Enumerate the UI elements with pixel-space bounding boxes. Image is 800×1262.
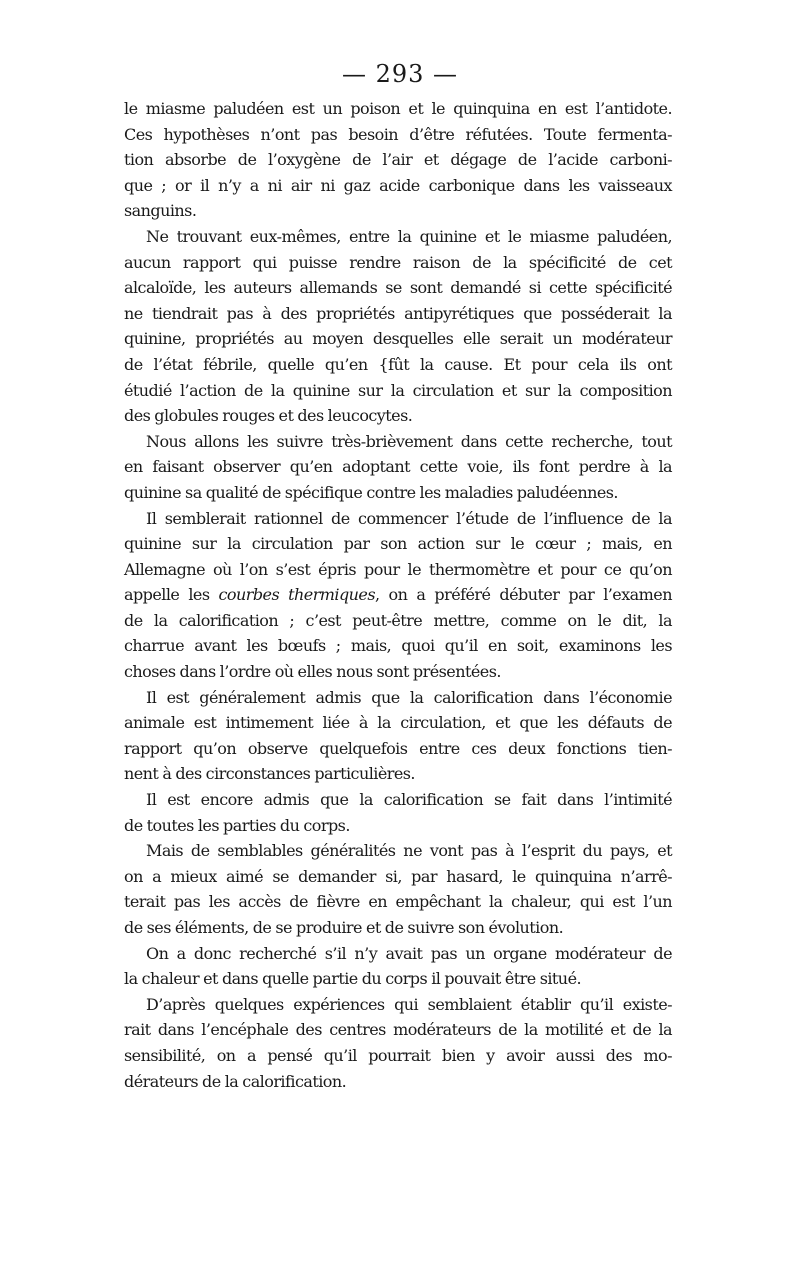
text-line: quinine, propriétés au moyen desquelles elle serait un modérateur	[124, 329, 672, 349]
text-line: Allemagne où l’on s’est épris pour le thermomètre et pour ce qu’on	[124, 559, 672, 579]
text-line: étudié l’action de la quinine sur la circulation et sur la composition	[124, 380, 672, 400]
text-line: rapport qu’on observe quelquefois entre ces deux fonctions tien-	[124, 738, 672, 758]
text-line: On a donc recherché s’il n’y avait pas un organe modérateur de	[146, 943, 672, 963]
text-line: sanguins.	[124, 201, 197, 221]
text-line: des globules rouges et des leucocytes.	[124, 406, 413, 426]
text-line: charrue avant les bœufs ; mais, quoi qu’il en soit, examinons les	[124, 636, 672, 656]
text-line	[124, 582, 672, 608]
text-line: Ne trouvant eux-mêmes, entre la quinine et le miasme paludéen,	[146, 226, 672, 246]
text-line: en faisant observer qu’en adoptant cette voie, ils font perdre à la	[124, 457, 672, 477]
text-line: nent à des circonstances particulières.	[124, 764, 415, 784]
text-line: quinine sur la circulation par son action sur le cœur ; mais, en	[124, 534, 672, 554]
text-line: aucun rapport qui puisse rendre raison de la spécificité de cet	[124, 252, 672, 272]
text-line: le miasme paludéen est un poison et le quinquina en est l’antidote.	[124, 99, 672, 118]
text-line: rait dans l’encéphale des centres modérateurs de la motilité et de la	[124, 1020, 672, 1040]
italic-term: courbes thermiques	[218, 585, 376, 605]
text-line: choses dans l’ordre où elles nous sont présentées.	[124, 662, 501, 682]
text-line: la chaleur et dans quelle partie du corps il pouvait être situé.	[124, 969, 582, 989]
text-line: de ses éléments, de se produire et de suivre son évolution.	[124, 918, 564, 937]
text-line: Mais de semblables généralités ne vont pas à l’esprit du pays, et	[146, 841, 672, 861]
text-line: alcaloïde, les auteurs allemands se sont demandé si cette spécificité	[124, 278, 672, 298]
text-line: D’après quelques expériences qui semblaient établir qu’il existe-	[146, 994, 672, 1014]
text-line: dérateurs de la calorification.	[124, 1071, 347, 1091]
text-line: de la calorification ; c’est peut-être mettre, comme on le dit, la	[124, 610, 672, 630]
body-text	[124, 96, 672, 1094]
text-line: terait pas les accès de fièvre en empêchant la chaleur, qui est l’un	[124, 892, 672, 912]
text-line: tion absorbe de l’oxygène de l’air et dégage de l’acide carboni-	[124, 150, 672, 170]
text-line: Il semblerait rationnel de commencer l’étude de l’influence de la	[146, 508, 672, 528]
page-number: — 293 —	[341, 60, 459, 88]
text-line: sensibilité, on a pensé qu’il pourrait bien y avoir aussi des mo-	[124, 1045, 672, 1065]
text-segment: , on a préféré débuter par l’examen	[375, 585, 672, 605]
text-line: animale est intimement liée à la circulation, et que les défauts de	[124, 713, 672, 733]
text-line: que ; or il n’y a ni air ni gaz acide carbonique dans les vaisseaux	[124, 175, 672, 195]
text-line: quinine sa qualité de spécifique contre les maladies paludéennes.	[124, 482, 618, 502]
text-line: Nous allons les suivre très-brièvement dans cette recherche, tout	[146, 431, 672, 451]
text-line: on a mieux aimé se demander si, par hasard, le quinquina n’arrê-	[124, 866, 672, 886]
text-line: de toutes les parties du corps.	[124, 815, 350, 835]
text-line: Il est encore admis que la calorification se fait dans l’intimité	[146, 790, 672, 810]
text-line: ne tiendrait pas à des propriétés antipyrétiques que posséderait la	[124, 303, 672, 323]
text-line: Ces hypothèses n’ont pas besoin d’être réfutées. Toute fermenta-	[124, 124, 672, 144]
text-line: Il est généralement admis que la calorification dans l’économie	[146, 687, 672, 707]
text-segment: appelle les	[124, 585, 219, 605]
text-line: de l’état fébrile, quelle qu’en {fût la cause. Et pour cela ils ont	[124, 354, 672, 374]
